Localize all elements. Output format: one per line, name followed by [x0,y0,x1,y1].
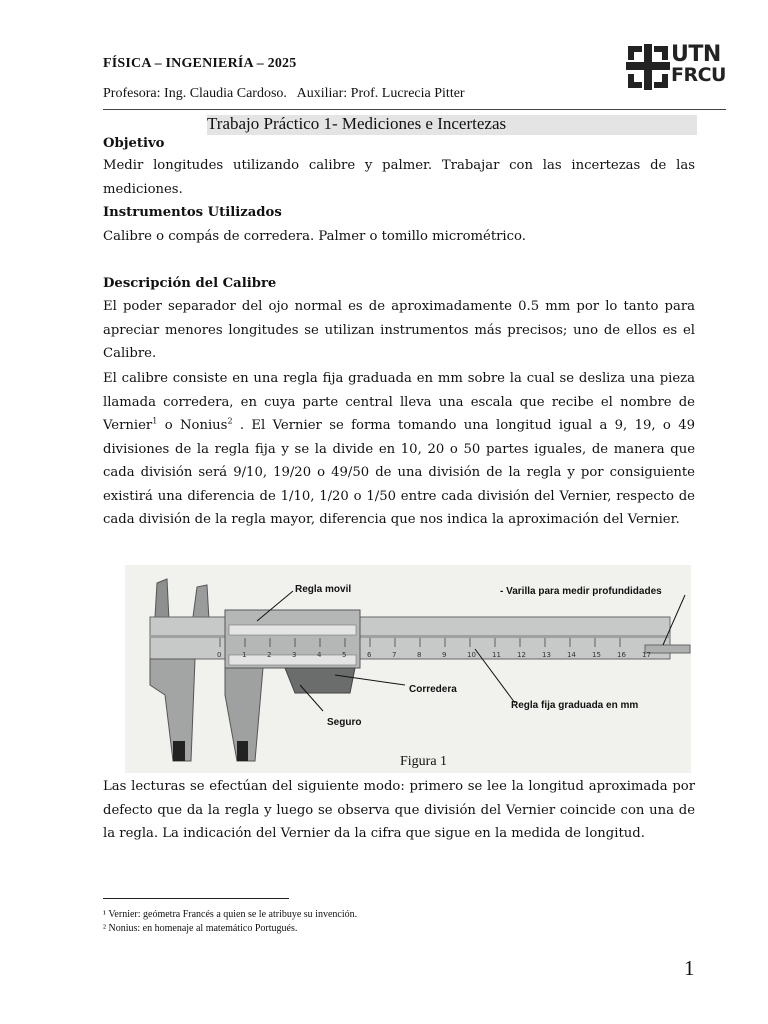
scale-number: 16 [617,651,626,659]
scale-number: 2 [267,651,272,659]
header-rule [103,109,726,110]
scale-number: 5 [342,651,347,659]
scale-number: 17 [642,651,651,659]
label-regla-fija: Regla fija graduada en mm [511,700,639,711]
page-title: Trabajo Práctico 1- Mediciones e Incertezas [207,114,507,133]
scale-number: 13 [542,651,551,659]
logo-wordmark [671,44,726,86]
descripcion-p2-part-c: . El Vernier se forma tomando una longitud igual a 9, 19, o 49 divisiones de la regla fija y se la divide en 10, 20 o 50 partes iguales, de manera que cada división será 9/10, 19/20 o 49/50 de una división de la regla y por consiguiente existirá una diferencia de 1/10, 1/20 o 1/50 entre cada división del Vernier, respecto de cada división de la regla mayor, diferencia que nos indica la aproximación del Vernier. [103,418,695,527]
descripcion-p2-part-a: El calibre consiste en una regla fija graduada en mm sobre la cual se desliza una pieza llamada corredera, en cuya parte central lleva una escala que recibe el nombre de Vernier [103,371,695,433]
footnote-2: ² Nonius: en homenaje al matemático Portugués. [103,923,298,934]
instrumentos-heading: Instrumentos Utilizados [103,205,282,220]
objetivo-text: Medir longitudes utilizando calibre y palmer. Trabajar con las incertezas de las mediciones. [103,158,695,197]
scale-number: 11 [492,651,501,659]
logo-line-utn: UTN [671,42,721,67]
scale-number: 7 [392,651,397,659]
label-corredera: Corredera [409,684,457,695]
objetivo-heading: Objetivo [103,136,165,151]
label-varilla: - Varilla para medir profundidades [500,586,662,597]
utn-logo [626,44,724,90]
footnote-1: ¹ Vernier: geómetra Francés a quien se le atribuye su invención. [103,909,358,920]
scale-number: 1 [242,651,247,659]
scale-number: 3 [292,651,297,659]
caliper-drawing [125,565,691,773]
descripcion-paragraph-2 [103,367,695,532]
descripcion-heading: Descripción del Calibre [103,276,277,291]
footnote-ref-2: 2 [227,416,233,426]
logo-line-frcu: FRCU [671,64,726,86]
scale-number: 4 [317,651,322,659]
instrumentos-text: Calibre o compás de corredera. Palmer o tomillo micrométrico. [103,229,526,244]
lecturas-paragraph: Las lecturas se efectúan del siguiente modo: primero se lee la longitud aproximada por defecto que da la regla y luego se observa que división del Vernier coincide con una de la regla. La indicación del Vernier da la cifra que sigue en la medida de longitud. [103,779,695,841]
course-header: FÍSICA – INGENIERÍA – 2025 [103,56,297,71]
scale-number: 12 [517,651,526,659]
scale-number: 8 [417,651,422,659]
utn-emblem-icon [626,44,670,90]
footnote-ref-1: 1 [152,416,158,426]
scale-number: 15 [592,651,601,659]
caliper-figure [125,565,691,773]
descripcion-p2-part-b: o Nonius [157,418,228,433]
label-regla-movil: Regla movil [295,584,352,595]
label-seguro: Seguro [327,717,362,728]
page-number: 1 [684,956,695,980]
scale-number: 6 [367,651,372,659]
figure-caption: Figura 1 [400,754,448,769]
descripcion-paragraph-1: El poder separador del ojo normal es de aproximadamente 0.5 mm por lo tanto para apreciar menores longitudes se utilizan instrumentos más precisos; uno de ellos es el Calibre. [103,299,695,361]
scale-number: 14 [567,651,576,659]
staff-line: Profesora: Ing. Claudia Cardoso. Auxiliar: Prof. Lucrecia Pitter [103,86,465,101]
scale-number: 10 [467,651,476,659]
footnote-rule [103,898,289,899]
scale-number: 9 [442,651,447,659]
scale-number: 0 [217,651,222,659]
